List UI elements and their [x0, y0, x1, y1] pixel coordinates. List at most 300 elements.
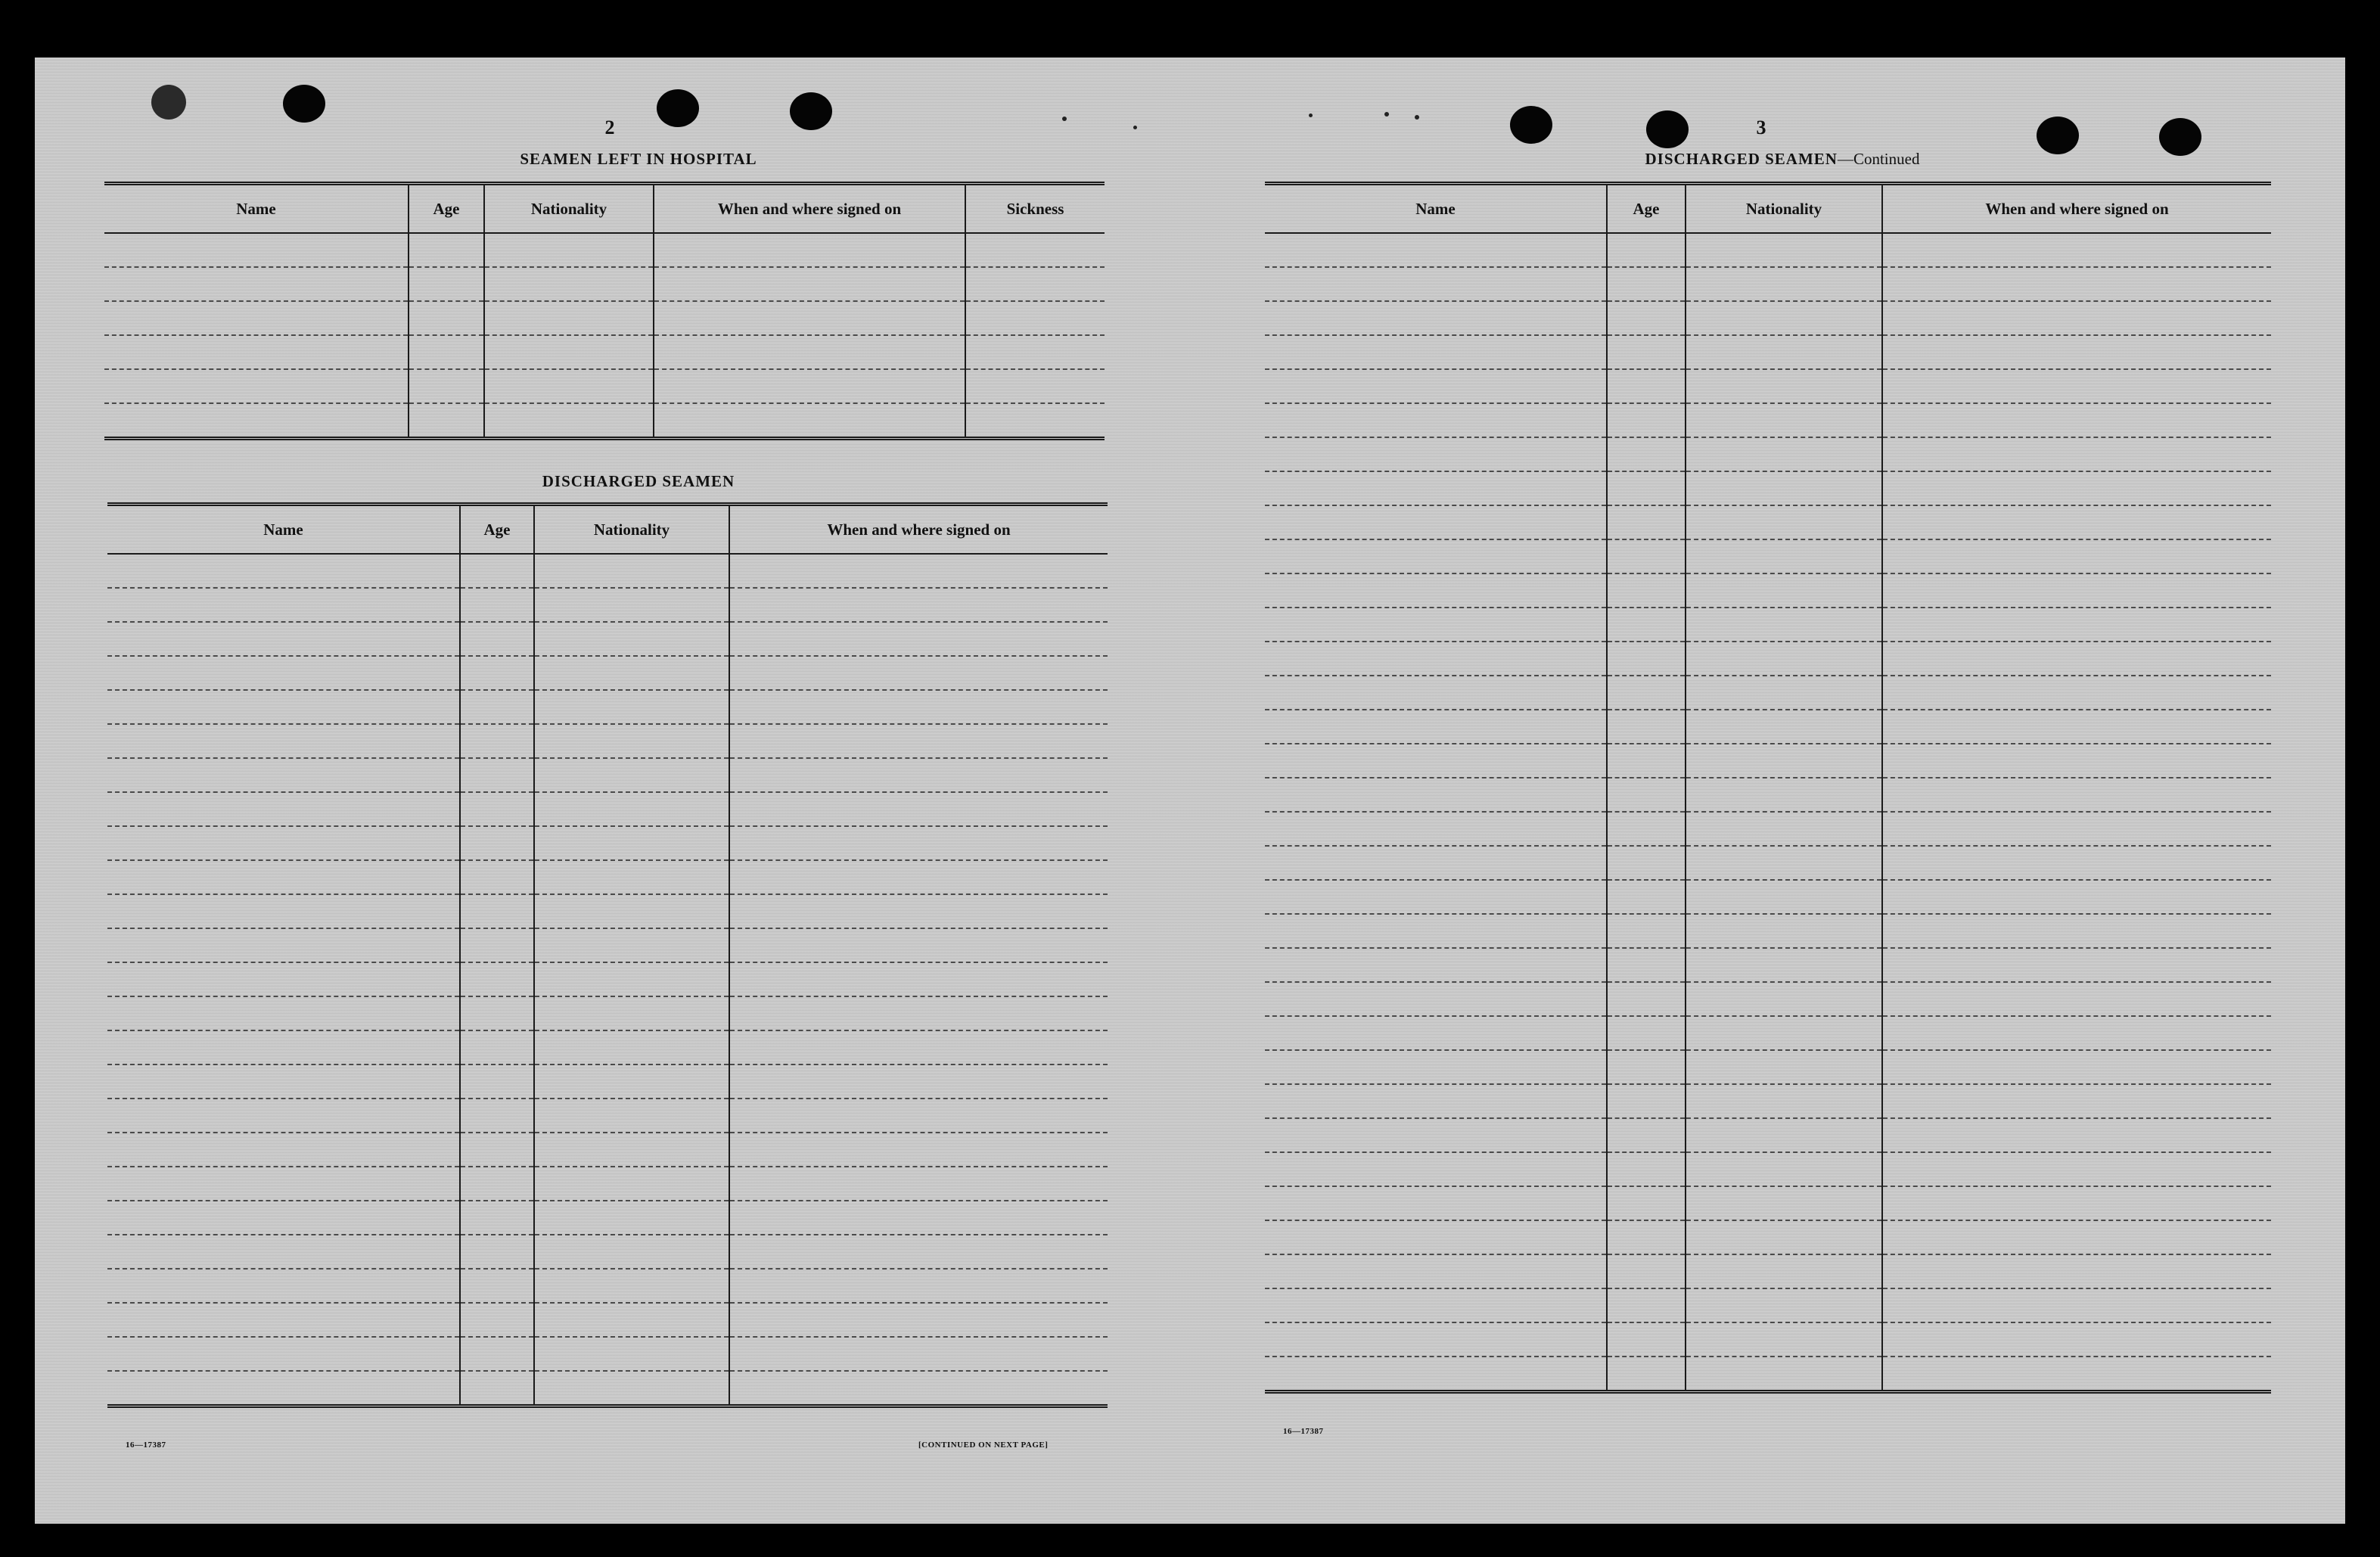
table-cell [1882, 369, 2271, 403]
table-cell [729, 588, 1108, 622]
form-code-right: 16—17387 [1283, 1427, 1324, 1436]
column-header: When and where signed on [1882, 184, 2271, 234]
table-cell [1686, 301, 1882, 335]
table-cell [1265, 335, 1607, 369]
table-cell [534, 690, 729, 724]
table-row [107, 1235, 1108, 1269]
table-cell [104, 233, 409, 267]
column-header: Nationality [1686, 184, 1882, 234]
table-cell [107, 1167, 460, 1201]
table-cell [1607, 301, 1686, 335]
discharged-table [107, 502, 1108, 1408]
table-cell [729, 656, 1108, 690]
table-cell [534, 1099, 729, 1133]
table-cell [1607, 1254, 1686, 1288]
table-cell [107, 1201, 460, 1235]
table-row [1265, 914, 2271, 948]
table-row [104, 335, 1105, 369]
table-cell [1607, 1050, 1686, 1084]
table-cell [1265, 1152, 1607, 1186]
table-cell [1607, 948, 1686, 982]
table-cell [460, 1133, 534, 1167]
column-header: Nationality [534, 505, 729, 555]
table-cell [1607, 642, 1686, 676]
table-cell [1265, 744, 1607, 778]
table-cell [534, 1337, 729, 1371]
table-row [1265, 369, 2271, 403]
binding-hole [1510, 106, 1552, 144]
table-cell [1265, 1050, 1607, 1084]
table-cell [1607, 914, 1686, 948]
table-row [1265, 812, 2271, 846]
table-row [107, 826, 1108, 860]
table-row [1265, 403, 2271, 437]
page-number-right: 3 [1756, 117, 1766, 138]
table-cell [107, 1303, 460, 1337]
table-cell [460, 826, 534, 860]
discharged-continued-title [1268, 150, 2297, 169]
table-row [1265, 1152, 2271, 1186]
discharged-section-title: DISCHARGED SEAMEN [542, 472, 735, 490]
table-row [1265, 642, 2271, 676]
table-cell [107, 1235, 460, 1269]
table-cell [1686, 233, 1882, 267]
table-cell [1265, 369, 1607, 403]
table-row [107, 1371, 1108, 1406]
table-cell [107, 758, 460, 792]
table-cell [460, 1030, 534, 1064]
table-cell [1686, 1254, 1882, 1288]
table-cell [1686, 1186, 1882, 1220]
table-row [1265, 505, 2271, 539]
table-cell [1265, 642, 1607, 676]
table-cell [729, 928, 1108, 962]
table-row [104, 233, 1105, 267]
table-cell [534, 996, 729, 1030]
table-cell [460, 962, 534, 996]
table-cell [460, 656, 534, 690]
table-cell [965, 267, 1105, 301]
column-header: Age [409, 184, 484, 234]
table-cell [1607, 471, 1686, 505]
table-row [1265, 948, 2271, 982]
table-row [1265, 301, 2271, 335]
table-cell [107, 792, 460, 826]
table-cell [460, 1337, 534, 1371]
table-cell [534, 1167, 729, 1201]
table-row [104, 301, 1105, 335]
table-cell [1686, 573, 1882, 608]
table-row [107, 1133, 1108, 1167]
table-cell [1265, 1254, 1607, 1288]
table-cell [534, 622, 729, 656]
table-cell [1882, 880, 2271, 914]
table-cell [107, 1337, 460, 1371]
table-cell [965, 403, 1105, 439]
table-cell [460, 724, 534, 758]
table-cell [104, 335, 409, 369]
table-row [1265, 471, 2271, 505]
table-cell [1607, 403, 1686, 437]
table-cell [534, 758, 729, 792]
table-cell [460, 1064, 534, 1099]
table-cell [1265, 812, 1607, 846]
table-cell [1265, 676, 1607, 710]
table-cell [1882, 539, 2271, 573]
table-cell [1882, 1016, 2271, 1050]
table-cell [1686, 1016, 1882, 1050]
table-cell [1607, 1152, 1686, 1186]
table-row [1265, 539, 2271, 573]
table-cell [107, 1269, 460, 1303]
table-cell [654, 233, 965, 267]
table-cell [1607, 1220, 1686, 1254]
table-cell [1607, 1288, 1686, 1322]
table-cell [534, 656, 729, 690]
table-cell [1882, 778, 2271, 812]
table-cell [1686, 505, 1882, 539]
table-cell [1882, 1357, 2271, 1392]
table-cell [107, 1099, 460, 1133]
table-cell [1265, 1118, 1607, 1152]
table-row [1265, 778, 2271, 812]
table-cell [1607, 982, 1686, 1016]
table-row [1265, 1322, 2271, 1357]
table-row [107, 690, 1108, 724]
table-row [1265, 233, 2271, 267]
table-cell [1882, 505, 2271, 539]
table-row [1265, 710, 2271, 744]
table-cell [484, 369, 654, 403]
table-cell [1882, 608, 2271, 642]
table-cell [1607, 1084, 1686, 1118]
table-cell [1607, 744, 1686, 778]
table-cell [1686, 744, 1882, 778]
table-cell [1265, 880, 1607, 914]
table-cell [107, 962, 460, 996]
table-row [104, 403, 1105, 439]
table-row [107, 656, 1108, 690]
table-cell [654, 301, 965, 335]
table-cell [1882, 335, 2271, 369]
table-cell [460, 792, 534, 826]
table-cell [484, 403, 654, 439]
table-cell [1265, 437, 1607, 471]
table-cell [1882, 914, 2271, 948]
table-cell [1882, 1322, 2271, 1357]
column-header: When and where signed on [654, 184, 965, 234]
table-cell [1265, 846, 1607, 880]
table-cell [965, 301, 1105, 335]
table-cell [460, 758, 534, 792]
table-cell [460, 622, 534, 656]
table-cell [729, 860, 1108, 894]
table-row [1265, 846, 2271, 880]
table-cell [1686, 642, 1882, 676]
binding-hole [151, 85, 186, 120]
ink-speck [1133, 126, 1137, 129]
table-cell [534, 1303, 729, 1337]
discharged-continued-table [1265, 182, 2271, 1394]
table-row [104, 369, 1105, 403]
column-header: Name [1265, 184, 1607, 234]
table-cell [1686, 1220, 1882, 1254]
table-row [107, 962, 1108, 996]
column-header: Name [107, 505, 460, 555]
binding-hole [657, 89, 699, 127]
table-cell [729, 1167, 1108, 1201]
table-cell [460, 1167, 534, 1201]
table-cell [729, 1099, 1108, 1133]
table-row [107, 554, 1108, 588]
table-cell [107, 656, 460, 690]
binding-hole [2037, 117, 2079, 154]
table-cell [484, 267, 654, 301]
table-cell [1265, 301, 1607, 335]
discharged-continued-suffix: —Continued [1837, 150, 1920, 168]
table-cell [460, 1201, 534, 1235]
table-cell [107, 724, 460, 758]
table-cell [1882, 676, 2271, 710]
table-cell [1265, 233, 1607, 267]
table-cell [460, 1269, 534, 1303]
column-header: Nationality [484, 184, 654, 234]
table-row [1265, 1186, 2271, 1220]
table-cell [1882, 471, 2271, 505]
table-cell [460, 860, 534, 894]
table-cell [1265, 573, 1607, 608]
table-cell [729, 554, 1108, 588]
table-cell [484, 301, 654, 335]
table-cell [534, 1269, 729, 1303]
table-row [107, 1303, 1108, 1337]
table-cell [1882, 982, 2271, 1016]
column-header: Sickness [965, 184, 1105, 234]
table-cell [1686, 539, 1882, 573]
table-cell [534, 588, 729, 622]
table-cell [1607, 369, 1686, 403]
table-cell [107, 894, 460, 928]
table-cell [534, 1064, 729, 1099]
table-cell [1607, 1016, 1686, 1050]
document-sheet [35, 57, 2345, 1524]
table-row [104, 267, 1105, 301]
table-row [107, 622, 1108, 656]
table-cell [1686, 1152, 1882, 1186]
table-cell [729, 1303, 1108, 1337]
table-cell [1686, 1288, 1882, 1322]
table-cell [729, 1064, 1108, 1099]
table-cell [1265, 1084, 1607, 1118]
table-row [1265, 1084, 2271, 1118]
table-cell [965, 335, 1105, 369]
binding-hole [1646, 110, 1689, 148]
table-cell [534, 792, 729, 826]
table-row [1265, 267, 2271, 301]
table-cell [107, 860, 460, 894]
table-cell [1265, 1322, 1607, 1357]
table-row [107, 588, 1108, 622]
table-cell [1265, 778, 1607, 812]
table-cell [729, 962, 1108, 996]
table-cell [1882, 437, 2271, 471]
table-cell [729, 1201, 1108, 1235]
table-cell [107, 928, 460, 962]
table-cell [534, 826, 729, 860]
table-cell [1607, 437, 1686, 471]
table-cell [104, 267, 409, 301]
table-cell [1882, 1118, 2271, 1152]
table-cell [107, 1371, 460, 1406]
table-cell [1882, 948, 2271, 982]
table-cell [409, 335, 484, 369]
table-cell [1686, 778, 1882, 812]
table-cell [534, 962, 729, 996]
table-cell [729, 1030, 1108, 1064]
table-row [1265, 1016, 2271, 1050]
table-cell [1265, 710, 1607, 744]
table-cell [107, 1030, 460, 1064]
table-row [1265, 676, 2271, 710]
table-cell [534, 724, 729, 758]
table-cell [1265, 948, 1607, 982]
table-cell [729, 792, 1108, 826]
table-cell [1882, 403, 2271, 437]
table-cell [1686, 437, 1882, 471]
table-cell [1607, 335, 1686, 369]
table-cell [1686, 880, 1882, 914]
table-cell [1882, 812, 2271, 846]
table-cell [1686, 267, 1882, 301]
table-cell [1607, 710, 1686, 744]
table-cell [654, 267, 965, 301]
ink-speck [1309, 113, 1313, 117]
table-cell [460, 690, 534, 724]
table-row [107, 1201, 1108, 1235]
table-cell [654, 369, 965, 403]
table-cell [1882, 267, 2271, 301]
binding-hole [283, 85, 325, 123]
table-cell [460, 894, 534, 928]
table-cell [460, 1303, 534, 1337]
table-cell [729, 758, 1108, 792]
table-cell [965, 233, 1105, 267]
table-cell [1265, 1016, 1607, 1050]
table-cell [1686, 1118, 1882, 1152]
table-row [107, 1064, 1108, 1099]
table-cell [1607, 233, 1686, 267]
table-cell [534, 1133, 729, 1167]
table-row [1265, 573, 2271, 608]
table-cell [409, 369, 484, 403]
table-cell [1686, 914, 1882, 948]
table-cell [1882, 573, 2271, 608]
table-cell [460, 1235, 534, 1269]
table-cell [534, 1371, 729, 1406]
table-cell [1607, 676, 1686, 710]
table-cell [409, 301, 484, 335]
column-header: Age [460, 505, 534, 555]
table-row [107, 758, 1108, 792]
table-row [107, 996, 1108, 1030]
table-cell [1882, 1186, 2271, 1220]
table-cell [1686, 982, 1882, 1016]
table-cell [729, 622, 1108, 656]
table-cell [1607, 846, 1686, 880]
table-cell [1265, 1220, 1607, 1254]
table-cell [1882, 301, 2271, 335]
table-cell [965, 369, 1105, 403]
table-cell [409, 267, 484, 301]
table-cell [460, 928, 534, 962]
table-cell [1607, 812, 1686, 846]
table-cell [1607, 267, 1686, 301]
table-cell [1686, 948, 1882, 982]
table-cell [1882, 744, 2271, 778]
table-cell [1265, 1186, 1607, 1220]
table-cell [1882, 1220, 2271, 1254]
table-cell [729, 1337, 1108, 1371]
table-cell [534, 1201, 729, 1235]
table-cell [107, 622, 460, 656]
table-cell [1882, 233, 2271, 267]
table-row [1265, 335, 2271, 369]
table-row [1265, 982, 2271, 1016]
table-cell [729, 1269, 1108, 1303]
table-row [1265, 608, 2271, 642]
table-row [1265, 744, 2271, 778]
table-row [1265, 1288, 2271, 1322]
table-cell [107, 996, 460, 1030]
table-cell [104, 403, 409, 439]
table-cell [1265, 471, 1607, 505]
table-cell [1607, 880, 1686, 914]
table-cell [1607, 573, 1686, 608]
table-row [107, 724, 1108, 758]
table-cell [1265, 608, 1607, 642]
table-cell [1882, 1050, 2271, 1084]
table-cell [1607, 778, 1686, 812]
table-cell [1607, 608, 1686, 642]
table-row [1265, 1220, 2271, 1254]
table-row [107, 928, 1108, 962]
table-cell [1265, 914, 1607, 948]
table-cell [1882, 846, 2271, 880]
table-cell [107, 588, 460, 622]
table-cell [104, 369, 409, 403]
table-cell [107, 1133, 460, 1167]
table-cell [534, 860, 729, 894]
table-row [1265, 1050, 2271, 1084]
table-cell [729, 1235, 1108, 1269]
column-header: Name [104, 184, 409, 234]
table-cell [409, 233, 484, 267]
table-cell [729, 690, 1108, 724]
table-cell [484, 335, 654, 369]
table-cell [534, 894, 729, 928]
table-cell [1265, 267, 1607, 301]
table-cell [1265, 505, 1607, 539]
table-cell [1686, 403, 1882, 437]
table-row [1265, 1254, 2271, 1288]
table-row [107, 1030, 1108, 1064]
column-header: Age [1607, 184, 1686, 234]
table-row [107, 1167, 1108, 1201]
table-row [107, 1099, 1108, 1133]
table-cell [107, 826, 460, 860]
table-cell [1265, 539, 1607, 573]
page-number-left: 2 [604, 117, 615, 138]
